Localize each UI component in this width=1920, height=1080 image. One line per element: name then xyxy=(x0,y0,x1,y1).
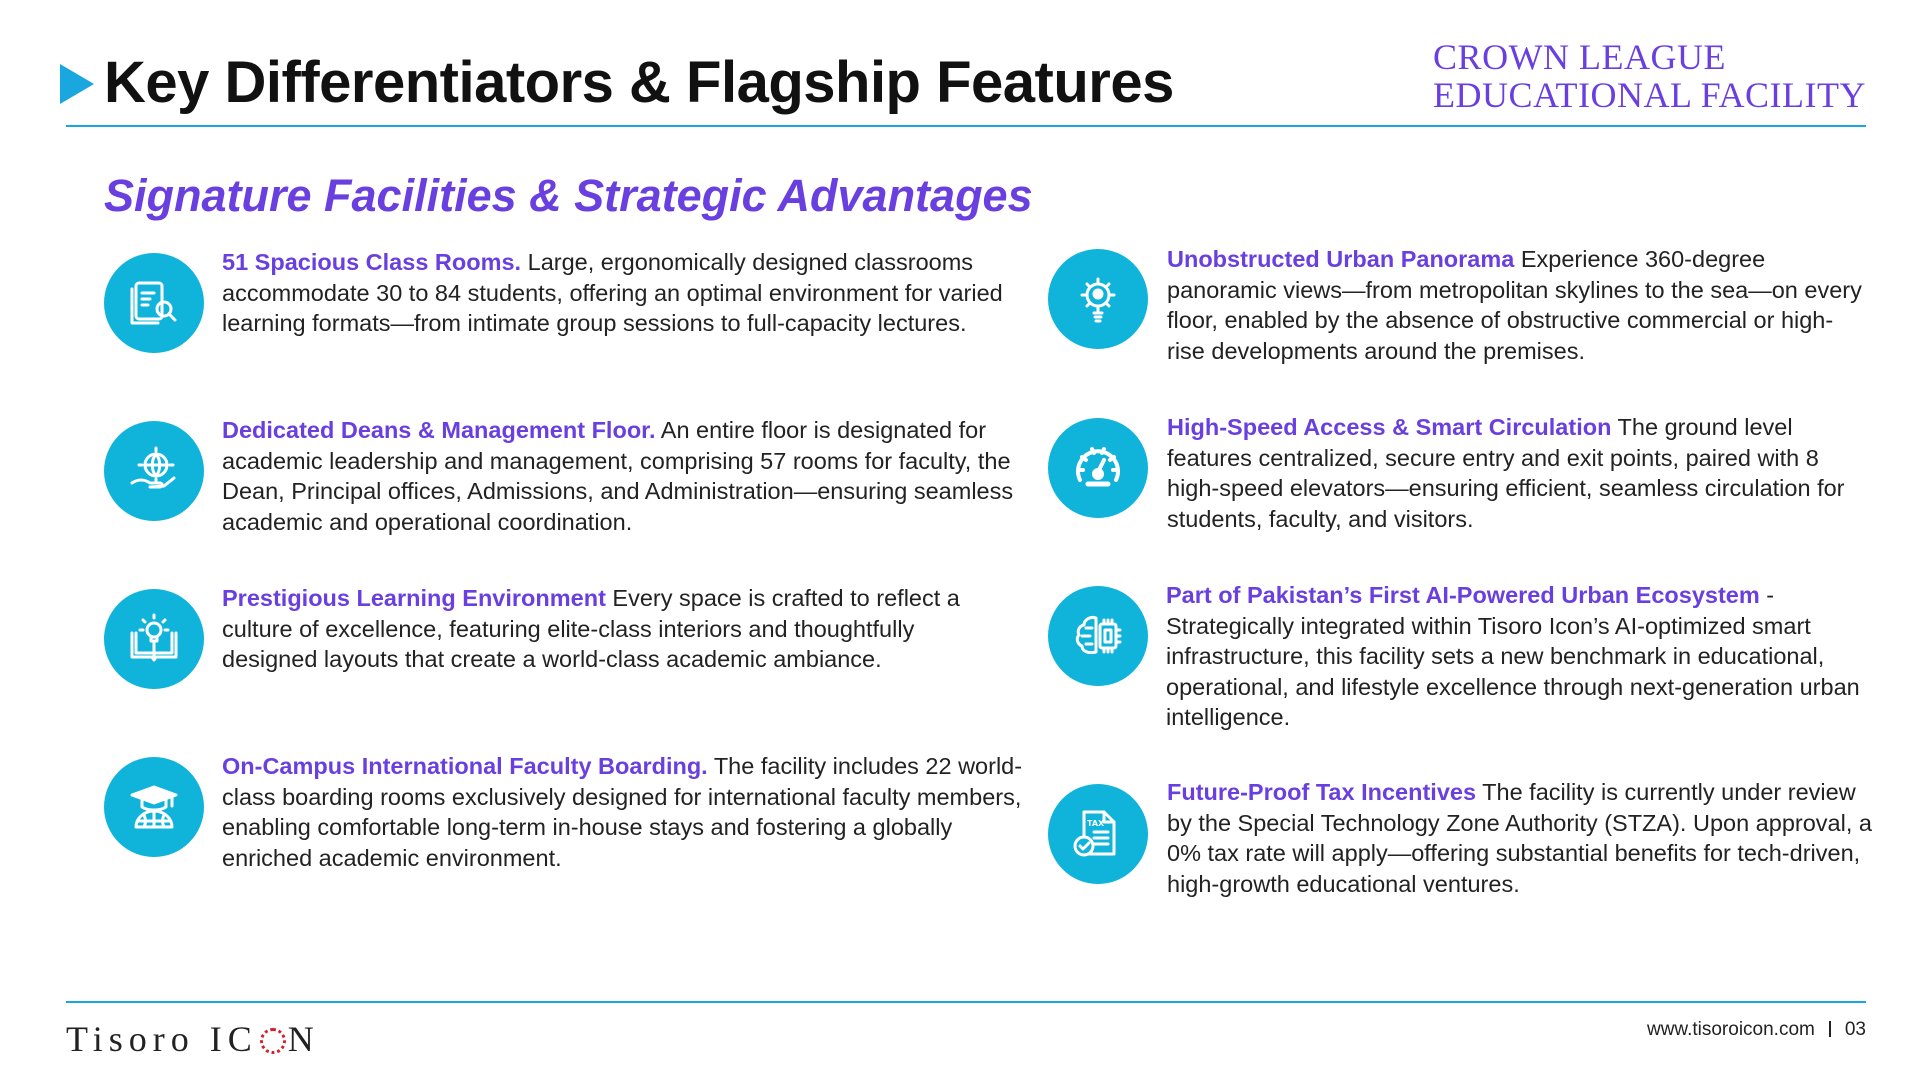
feature-text xyxy=(222,415,1022,537)
svg-text:TAX: TAX xyxy=(1087,819,1105,828)
feature-body: Experience 360-degree panoramic views—from metropolitan skylines to the sea—on every floor, enabled by the absence of obstructive commercial or high-rise developments around the premises. xyxy=(1167,246,1862,364)
feature-text xyxy=(1166,580,1866,733)
feature-text xyxy=(1167,777,1877,899)
gear-lightbulb-icon xyxy=(1048,249,1148,349)
brand-line-2: EDUCATIONAL FACILITY xyxy=(1433,75,1866,115)
brand-line-1: CROWN LEAGUE xyxy=(1433,37,1727,77)
logo-o-icon xyxy=(260,1028,286,1054)
document-search-icon xyxy=(104,253,204,353)
feature-text xyxy=(222,247,1012,339)
page-title: Key Differentiators & Flagship Features xyxy=(104,50,1174,115)
feature-heading: Unobstructed Urban Panorama xyxy=(1167,246,1515,272)
title-arrow-icon xyxy=(60,64,94,104)
footer-logo-right: N xyxy=(287,1019,320,1059)
feature-body: - Strategically integrated within Tisoro Icon’s AI-optimized smart infrastructure, this facility sets a new benchmark in educational, operational, and lifestyle excellence through next-generation urban intelligence. xyxy=(1166,582,1860,730)
graduation-cap-globe-icon xyxy=(104,757,204,857)
feature-body: The facility is currently under review by the Special Technology Zone Authority (STZA). Upon approval, a 0% tax rate will apply—offering substantial benefits for tech-driven, high-growth educational ventures. xyxy=(1167,779,1872,897)
page-number: 03 xyxy=(1844,1019,1866,1040)
tax-document-check-icon xyxy=(1048,784,1148,884)
feature-body: Large, ergonomically designed classrooms accommodate 30 to 84 students, offering an optimal environment for varied learning formats—from intimate group sessions to full-capacity lectures. xyxy=(222,249,1003,336)
speedometer-icon xyxy=(1048,418,1148,518)
footer-meta xyxy=(1647,1019,1866,1041)
open-book-lightbulb-icon xyxy=(104,589,204,689)
feature-body: The facility includes 22 world-class boarding rooms exclusively designed for international faculty members, enabling comfortable long-term in-house stays and fostering a globally enriched academic environment. xyxy=(222,753,1023,871)
section-subtitle: Signature Facilities & Strategic Advantages xyxy=(104,170,1033,221)
feature-body: Every space is crafted to reflect a culture of excellence, featuring elite-class interiors and thoughtfully designed layouts that create a world-class academic ambiance. xyxy=(222,585,960,672)
feature-text xyxy=(1167,412,1877,534)
feature-heading: On-Campus International Faculty Boarding. xyxy=(222,753,708,779)
feature-heading: 51 Spacious Class Rooms. xyxy=(222,249,522,275)
feature-heading: Part of Pakistan’s First AI-Powered Urban Ecosystem xyxy=(1166,582,1760,608)
ai-brain-chip-icon xyxy=(1048,586,1148,686)
feature-heading: Dedicated Deans & Management Floor. xyxy=(222,417,656,443)
footer-logo xyxy=(66,1018,320,1060)
feature-heading: High-Speed Access & Smart Circulation xyxy=(1167,414,1612,440)
feature-body: An entire floor is designated for academic leadership and management, comprising 57 rooms for faculty, the Dean, Principal offices, Admissions, and Administration—ensuring seamless academic and operational coordination. xyxy=(222,417,1014,535)
globe-gear-hand-icon xyxy=(104,421,204,521)
feature-text xyxy=(222,751,1032,873)
footer-divider xyxy=(66,1001,1866,1003)
feature-heading: Prestigious Learning Environment xyxy=(222,585,606,611)
feature-text xyxy=(222,583,1002,675)
footer-separator xyxy=(1829,1021,1831,1037)
feature-text xyxy=(1167,244,1867,366)
header-divider xyxy=(66,125,1866,127)
brand-logo xyxy=(1433,38,1866,114)
footer-logo-left: Tisoro IC xyxy=(66,1019,258,1059)
footer-url[interactable]: www.tisoroicon.com xyxy=(1646,1019,1815,1040)
feature-heading: Future-Proof Tax Incentives xyxy=(1167,779,1477,805)
feature-body: The ground level features centralized, secure entry and exit points, paired with 8 high-speed elevators—ensuring efficient, seamless circulation for students, faculty, and visitors. xyxy=(1167,414,1845,532)
